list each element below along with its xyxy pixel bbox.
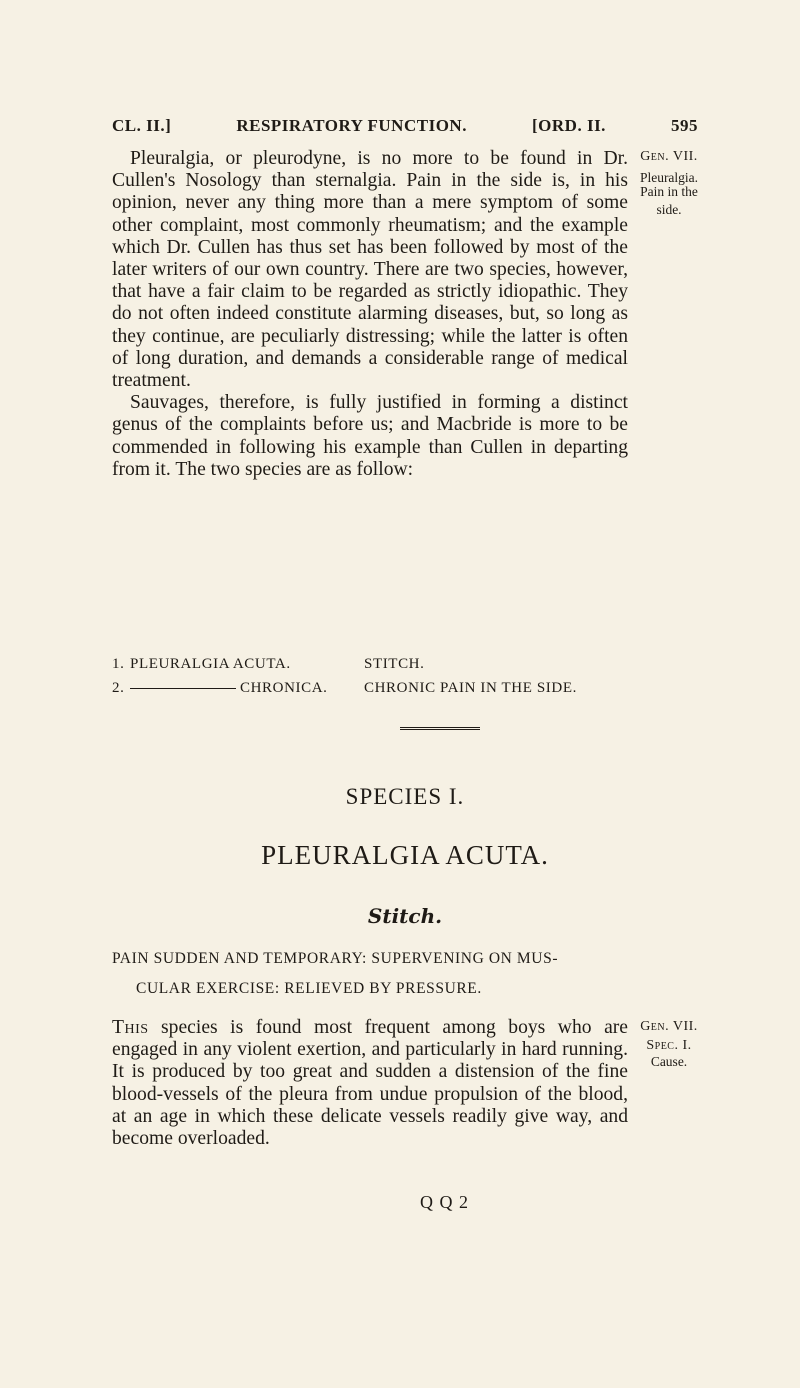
margin-line: side. [656, 202, 682, 217]
paragraph [112, 1017, 628, 1150]
definition-line: CULAR EXERCISE: RELIEVED BY PRESSURE. [136, 980, 482, 997]
section-title: RESPIRATORY FUNCTION. [236, 116, 467, 135]
margin-line: Pain in the [640, 184, 698, 199]
paragraph-body: species is found most frequent among boys who are engaged in any violent exertion, and particularly in hard running. It is produced by too great and sudden a distension of the fine blood-vessels of the pleura from undue propulsion of the blood, at an age in which these delicate vessels readily give way, and become overloaded. [112, 1017, 628, 1150]
species-latin: CHRONICA. [240, 680, 328, 696]
signature-mark: Q Q 2 [420, 1192, 469, 1212]
species-heading: SPECIES I. [345, 784, 465, 809]
species-row [112, 652, 672, 676]
paragraph: Pleuralgia, or pleurodyne, is no more to be found in Dr. Cullen's Nosology than sternalgia. Pain in the side is, in his opinion, never any thing more than a mere symptom of some other complaint, most commonly rheumatism; and the example which Dr. Cullen has thus set has been followed by most of the later writers of our own country. There are two species, however, that have a fair claim to be regarded as strictly idiopathic. They do not often indeed constitute alarming diseases, but, so long as they continue, are peculiarly distressing; while the latter is often of long duration, and demands a considerable range of medical treatment. [112, 148, 628, 392]
running-head [112, 116, 698, 136]
definition-line: PAIN SUDDEN AND TEMPORARY: SUPERVENING ON MUS- [112, 950, 559, 967]
margin-line: Cause. [650, 1054, 688, 1069]
margin-note-genus [634, 150, 704, 217]
chapter-label: CL. II.] [112, 116, 172, 135]
species-number: 1. [112, 656, 125, 672]
ditto-dash [130, 688, 236, 689]
margin-note-cause [634, 1020, 704, 1069]
margin-line: Pleuralgia. [639, 170, 699, 185]
paragraph: Sauvages, therefore, is fully justified in forming a distinct genus of the complaints before us; and Macbride is more to be commended in following his example than Cullen in departing from it. The two species are as follow: [112, 392, 628, 480]
intro-text [112, 148, 628, 481]
species-number: 2. [112, 680, 125, 696]
page-number: 595 [671, 116, 698, 135]
margin-genus: Gen. VII. [640, 149, 698, 164]
species-definition [112, 944, 698, 1004]
species-latin: PLEURALGIA ACUTA. [130, 656, 291, 672]
species-common: STITCH. [364, 656, 425, 672]
cause-text [112, 1017, 628, 1150]
species-name: PLEURALGIA ACUTA. [261, 840, 549, 870]
margin-genus: Gen. VII. [640, 1019, 698, 1034]
ornamental-rule [400, 727, 480, 731]
first-word: This [112, 1017, 149, 1038]
margin-spec: Spec. I. [646, 1038, 692, 1053]
species-list [112, 652, 672, 700]
species-common: CHRONIC PAIN IN THE SIDE. [364, 680, 577, 696]
species-row [112, 676, 672, 700]
common-name: Stitch. [367, 904, 443, 928]
species-latin-cell [130, 676, 364, 700]
order-label: [ORD. II. [532, 116, 606, 135]
